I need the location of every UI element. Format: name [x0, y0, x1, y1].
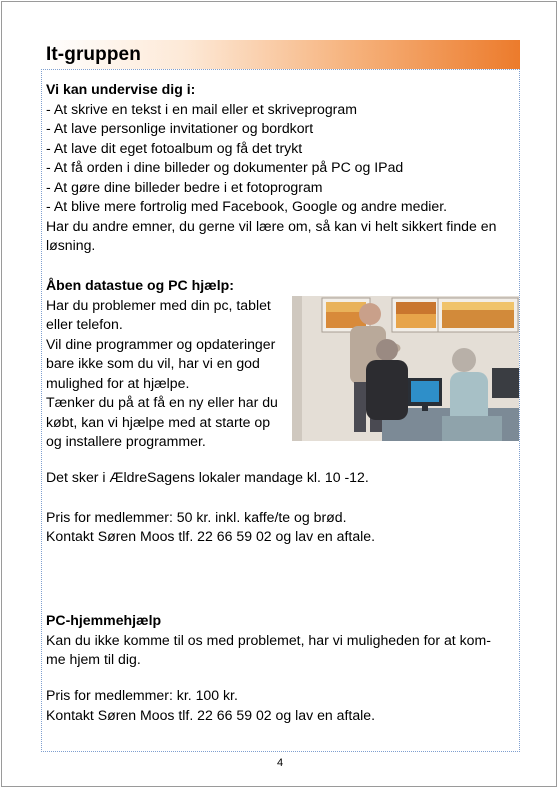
teach-closing-line: Har du andre emner, du gerne vil lære om, så kan vi helt sikkert finde en [46, 217, 497, 234]
datastue-line: mulighed for at hjælpe. [46, 374, 190, 391]
datastue-line: Tænker du på at få en ny eller har du [46, 394, 278, 410]
page-number: 4 [276, 757, 284, 769]
teach-closing-line: løsning. [46, 237, 96, 253]
datastue-line: Vil dine programmer og opdateringer [46, 335, 276, 352]
teach-item: - At lave personlige invitationer og bordkort [46, 120, 314, 136]
photo-illustration [292, 296, 519, 441]
datastue-line: og installere programmer. [46, 433, 206, 449]
teach-item: - At gøre dine billeder bedre i et fotoprogram [46, 178, 323, 195]
teach-item: - At få orden i dine billeder og dokumenter på PC og IPad [46, 159, 404, 175]
datastue-line: eller telefon. [46, 316, 123, 332]
datastue-contact: Kontakt Søren Moos tlf. 22 66 59 02 og lav en aftale. [46, 528, 376, 544]
home-help-contact: Kontakt Søren Moos tlf. 22 66 59 02 og lav en aftale. [46, 707, 376, 723]
datastue-heading: Åben datastue og PC hjælp: [46, 277, 234, 293]
home-help-price: Pris for medlemmer: kr. 100 kr. [46, 687, 238, 703]
teach-section [46, 80, 496, 256]
section-title: It-gruppen [46, 44, 141, 65]
home-help-section [46, 611, 491, 670]
datastue-price: Pris for medlemmer: 50 kr. inkl. kaffe/te og brød. [46, 509, 347, 525]
teach-heading: Vi kan undervise dig i: [46, 81, 196, 97]
helpers-photo [292, 296, 519, 441]
teach-item: - At lave dit eget fotoalbum og få det trykt [46, 139, 303, 156]
teach-item: - At skrive en tekst i en mail eller et skriveprogram [46, 100, 357, 117]
home-help-line: Kan du ikke komme til os med problemet, har vi muligheden for at kom- [46, 631, 491, 648]
datastue-schedule: Det sker i ÆldreSagens lokaler mandage kl. 10 -12. [46, 469, 369, 485]
datastue-line: bare ikke som du vil, har vi en god [46, 355, 260, 371]
teach-item: - At blive mere fortrolig med Facebook, Google og andre medier. [46, 198, 448, 214]
datastue-section [46, 276, 278, 452]
home-help-line: me hjem til dig. [46, 651, 141, 667]
datastue-line: købt, kan vi hjælpe med at starte op [46, 413, 271, 430]
home-help-heading: PC-hjemmehjælp [46, 612, 162, 628]
datastue-line: Har du problemer med din pc, tablet [46, 296, 271, 313]
